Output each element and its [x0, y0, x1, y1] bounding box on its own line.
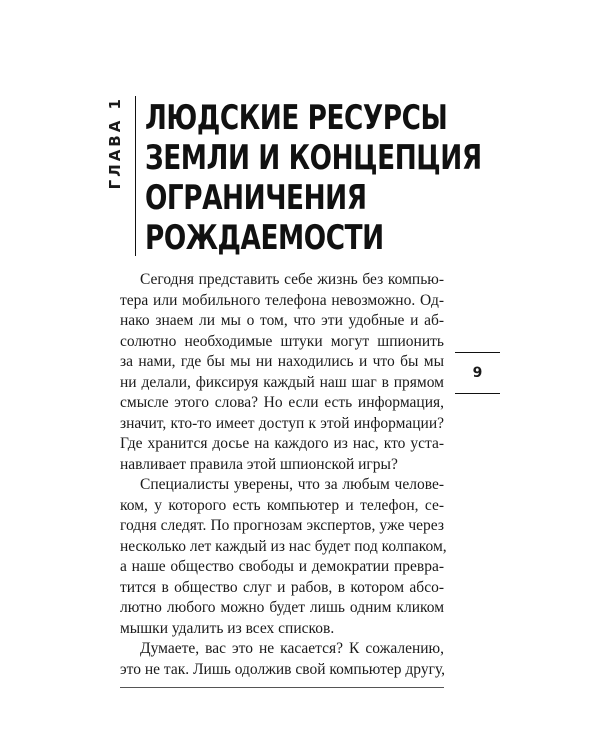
paragraph-line: нако знаем ли мы о том, что эти удобные и аб-: [120, 312, 444, 329]
paragraph-line: несколько лет каждый из нас будет под колпаком,: [120, 537, 447, 555]
paragraph-line: годня следят. По прогнозам экспертов, уже через: [120, 517, 444, 534]
chapter-title: [145, 98, 565, 258]
chapter-title-line: ЛЮДСКИЕ РЕСУРСЫ: [145, 98, 448, 138]
paragraph-line: солютно необходимые штуки могут шпионить: [120, 332, 444, 350]
title-divider: [135, 96, 136, 256]
paragraph-line: Думаете, вас это не касается? К сожалению,: [140, 640, 444, 657]
paragraph-line: смысле этого слова? Но если есть информация,: [120, 394, 444, 411]
chapter-label-text: ГЛАВА 1: [106, 96, 124, 190]
footer-divider: [120, 687, 444, 688]
paragraph-line: тится в общество слуг и рабов, в котором абсо-: [120, 578, 444, 596]
paragraph-line: а наше общество свободы и демократии превра-: [120, 558, 444, 575]
paragraph-line: за нами, где бы мы ни находились и что бы мы: [120, 353, 444, 370]
page-number-text: 9: [472, 365, 483, 381]
paragraph-line: значит, кто-то имеет доступ к этой информации?: [120, 414, 444, 432]
paragraph-line: Сегодня представить себе жизнь без компью-: [140, 271, 444, 288]
chapter-title-line: РОЖДАЕМОСТИ: [145, 218, 384, 258]
paragraph-line: ком, у которого есть компьютер и телефон, се-: [120, 496, 444, 514]
paragraph-line: это не так. Лишь одолжив свой компьютер другу,: [120, 660, 446, 678]
paragraph-line: мышки удалить из всех списков.: [120, 619, 335, 637]
chapter-title-line: ЗЕМЛИ И КОНЦЕПЦИЯ: [145, 138, 482, 178]
paragraph-line: навливает правила этой шпионской игры?: [120, 455, 398, 473]
page-number: [455, 352, 500, 394]
chapter-title-line: ОГРАНИЧЕНИЯ: [145, 178, 367, 218]
paragraph-line: лютно любого можно будет лишь одним кликом: [120, 599, 444, 616]
paragraph-line: Специалисты уверены, что за любым челове-: [140, 476, 444, 493]
body-text: [120, 270, 447, 680]
chapter-label: [104, 96, 126, 252]
paragraph-line: Где хранится досье на каждого из нас, кто уста-: [120, 435, 444, 452]
paragraph-line: ни делали, фиксируя каждый наш шаг в прямом: [120, 373, 444, 391]
paragraph-line: тера или мобильного телефона невозможно. Од-: [120, 291, 444, 309]
